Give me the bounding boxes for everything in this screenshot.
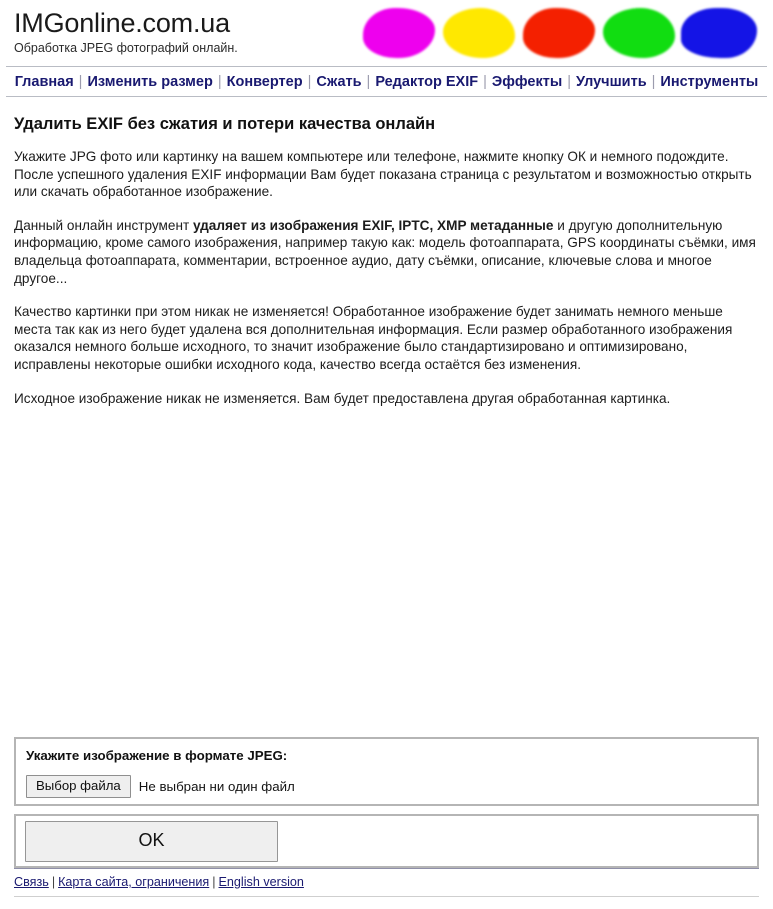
blob-red xyxy=(523,8,595,58)
site-title: IMGonline.com.ua xyxy=(14,8,230,38)
content-spacer xyxy=(0,407,773,737)
quality-paragraph: Качество картинки при этом никак не изменяется! Обработанное изображение будет занимать немного меньше места так как из него будет удалена вся дополнительная информация. Если размер обработанного изображения оказался немного больше исходного, то значит изображение было стандартизировано и оптимизировано, исправлены некоторые ошибки исходного кода, качество всегда остаётся без изменения. xyxy=(14,304,733,372)
nav-separator: | xyxy=(483,74,487,90)
ok-button[interactable]: OK xyxy=(25,821,278,862)
site-header xyxy=(0,0,773,66)
footer-divider-top xyxy=(14,868,759,869)
nav-item-4[interactable]: Сжать xyxy=(316,74,362,90)
blob-blue xyxy=(681,8,757,58)
upload-box xyxy=(14,737,759,806)
nav-item-3[interactable]: Конвертер xyxy=(226,74,303,90)
footer-link-3[interactable]: English version xyxy=(218,875,304,889)
color-blobs-banner xyxy=(355,2,765,64)
description-text-emphasis: удаляет из изображения EXIF, IPTC, XMP метаданные xyxy=(192,217,554,233)
nav-separator: | xyxy=(307,74,312,90)
nav-separator: | xyxy=(567,74,571,90)
site-footer xyxy=(0,868,773,897)
upload-label: Укажите изображение в формате JPEG: xyxy=(26,748,288,764)
nav-separator: | xyxy=(217,74,222,90)
footer-link-2[interactable]: Карта сайта, ограничения xyxy=(58,875,210,889)
footer-divider-bottom xyxy=(14,896,759,897)
blob-magenta xyxy=(363,8,435,58)
nav-item-6[interactable]: Эффекты xyxy=(491,74,563,90)
nav-separator: | xyxy=(78,74,83,90)
main-navigation[interactable] xyxy=(0,67,773,96)
file-status-text: Не выбран ни один файл xyxy=(138,779,295,795)
nav-item-5[interactable]: Редактор EXIF xyxy=(375,74,479,90)
file-input-row[interactable] xyxy=(26,775,747,798)
intro-paragraph: Укажите JPG фото или картинку на вашем компьютере или телефоне, нажмите кнопку ОК и немного подождите. После успешного удаления EXIF информации Вам будет показана страница с результатом и возможностью открыть или скачать обработанное изображение. xyxy=(14,149,752,200)
site-brand xyxy=(14,8,238,56)
nav-separator: | xyxy=(366,74,371,90)
source-paragraph: Исходное изображение никак не изменяется. Вам будет предоставлена другая обработанная картинка. xyxy=(14,390,671,406)
nav-item-8[interactable]: Инструменты xyxy=(660,74,759,90)
choose-file-button[interactable]: Выбор файла xyxy=(26,775,131,798)
footer-link-1[interactable]: Связь xyxy=(14,875,49,889)
blob-yellow xyxy=(443,8,515,58)
nav-separator: | xyxy=(651,74,656,90)
main-content xyxy=(0,114,773,407)
description-text-before: Данный онлайн инструмент xyxy=(14,217,193,233)
footer-separator: | xyxy=(51,875,56,889)
submit-box xyxy=(14,814,759,868)
page-title: Удалить EXIF без сжатия и потери качества онлайн xyxy=(14,115,436,133)
nav-divider-bottom xyxy=(6,96,767,97)
blob-green xyxy=(603,8,675,58)
description-paragraph xyxy=(14,217,759,287)
site-tagline: Обработка JPEG фотографий онлайн. xyxy=(14,41,238,55)
upload-form xyxy=(0,737,773,868)
description-text-after: и другую дополнительную информацию, кроме самого изображения, например такую как: модель фотоаппарата, GPS координаты съёмки, имя владельца фотоаппарата, комментарии, встроенное аудио, дату съёмки, описание, ключевые слова и многое другое... xyxy=(14,217,756,286)
nav-item-1[interactable]: Главная xyxy=(14,74,74,90)
nav-item-7[interactable]: Улучшить xyxy=(575,74,647,90)
nav-item-2[interactable]: Изменить размер xyxy=(87,74,213,90)
footer-link-list[interactable] xyxy=(0,875,773,889)
footer-separator: | xyxy=(212,875,216,889)
